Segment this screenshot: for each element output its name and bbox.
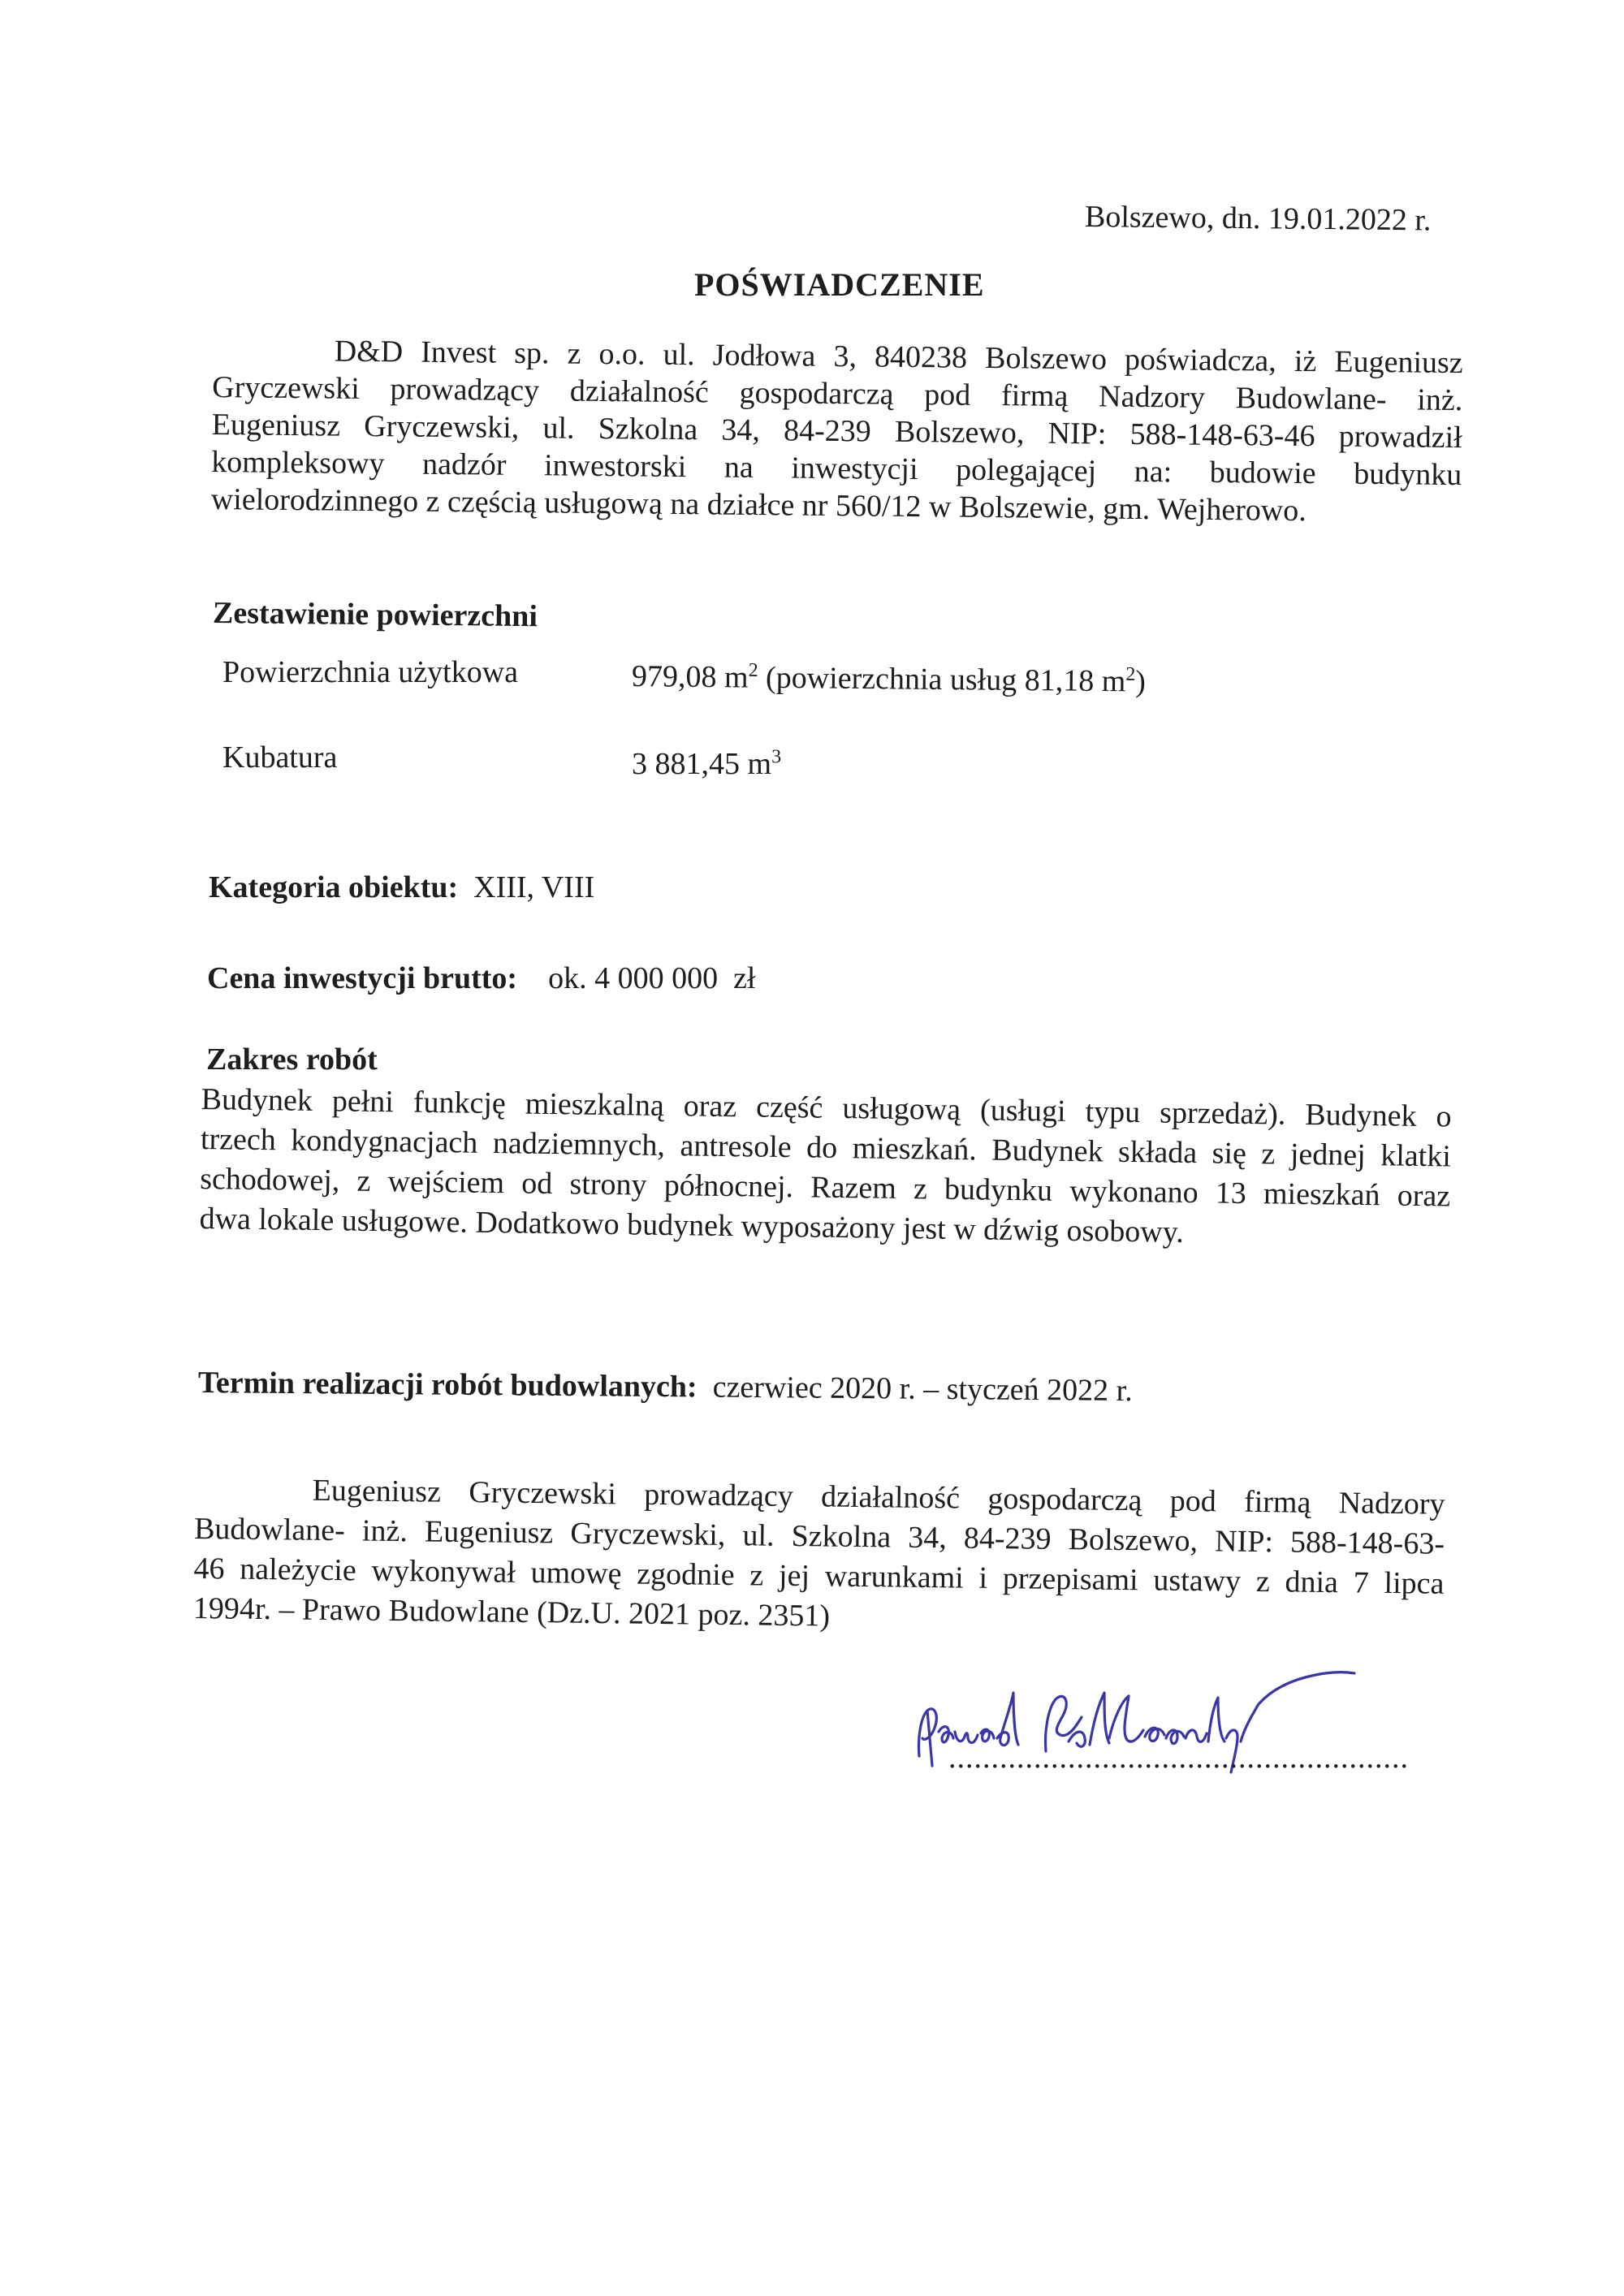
- category-label: Kategoria obiektu:: [209, 870, 459, 904]
- services-area-text: (powierzchnia usług 81,18 m: [758, 660, 1126, 699]
- document-title: POŚWIADCZENIE: [694, 266, 985, 303]
- volume-number: 3 881,45 m: [632, 747, 772, 781]
- term-row: [198, 1364, 1133, 1409]
- scope-paragraph: [199, 1080, 1452, 1256]
- intro-line-2: Gryczewski prowadzący działalność gospodarczą pod firmą Nadzory Budowlane- inż.: [212, 369, 1463, 418]
- usable-area-label: Powierzchnia użytkowa: [222, 655, 519, 689]
- price-label: Cena inwestycji brutto:: [207, 961, 518, 995]
- scope-line-1: Budynek pełni funkcję mieszkalną oraz część usługową (usługi typu sprzedaż). Budynek o: [201, 1081, 1452, 1134]
- category-value: XIII, VIII: [473, 870, 595, 904]
- intro-line-4: kompleksowy nadzór inwestorski na inwestycji polegającej na: budowie budynku: [211, 444, 1462, 493]
- volume-unit-exponent: 3: [771, 746, 782, 768]
- final-line-1: Eugeniusz Gryczewski prowadzący działalność gospodarczą pod firmą Nadzory: [312, 1473, 1445, 1521]
- scope-line-4: dwa lokale usługowe. Dodatkowo budynek wyposażony jest w dźwig osobowy.: [199, 1201, 1185, 1249]
- document-date: Bolszewo, dn. 19.01.2022 r.: [1084, 200, 1432, 238]
- price-row: [207, 960, 756, 997]
- signature-dotted-line: ......................................................: [948, 1741, 1409, 1775]
- usable-area-number: 979,08 m: [631, 659, 749, 695]
- final-line-2: Budowlane- inż. Eugeniusz Gryczewski, ul. Szkolna 34, 84-239 Bolszewo, NIP: 588-148-63-: [193, 1511, 1445, 1561]
- price-value: ok. 4 000 000 zł: [548, 961, 756, 995]
- intro-paragraph: [211, 331, 1463, 531]
- services-area-unit-exponent: 2: [1125, 663, 1136, 685]
- intro-line-1: D&D Invest sp. z o.o. ul. Jodłowa 3, 840238 Bolszewo poświadcza, iż Eugeniusz: [334, 334, 1463, 381]
- volume-label: Kubatura: [222, 740, 338, 775]
- category-row: [209, 869, 594, 906]
- areas-heading: Zestawienie powierzchni: [212, 596, 538, 634]
- final-line-3: 46 należycie wykonywał umowę zgodnie z jej warunkami i przepisami ustawy z dnia 7 lipca: [193, 1551, 1445, 1601]
- final-line-4: 1994r. – Prawo Budowlane (Dz.U. 2021 poz. 2351): [192, 1590, 831, 1634]
- usable-area-unit-exponent: 2: [748, 659, 758, 681]
- usable-area-value: [632, 658, 1146, 701]
- scope-line-2: trzech kondygnacjach nadziemnych, antresole do mieszkań. Budynek składa się z jednej klatki: [200, 1121, 1452, 1174]
- services-area-close: ): [1135, 664, 1147, 699]
- scope-line-3: schodowej, z wejściem od strony północnej. Razem z budynku wykonano 13 mieszkań oraz: [200, 1161, 1451, 1214]
- intro-line-3: Eugeniusz Gryczewski, ul. Szkolna 34, 84-239 Bolszewo, NIP: 588-148-63-46 prowadził: [211, 407, 1462, 455]
- volume-value: [632, 745, 781, 783]
- term-value: czerwiec 2020 r. – styczeń 2022 r.: [712, 1370, 1133, 1409]
- intro-line-5: wielorodzinnego z częścią usługową na działce nr 560/12 w Bolszewie, gm. Wejherowo.: [210, 481, 1307, 529]
- final-paragraph: [193, 1470, 1445, 1644]
- term-label: Termin realizacji robót budowlanych:: [197, 1366, 698, 1405]
- scope-heading: Zakres robót: [206, 1042, 378, 1077]
